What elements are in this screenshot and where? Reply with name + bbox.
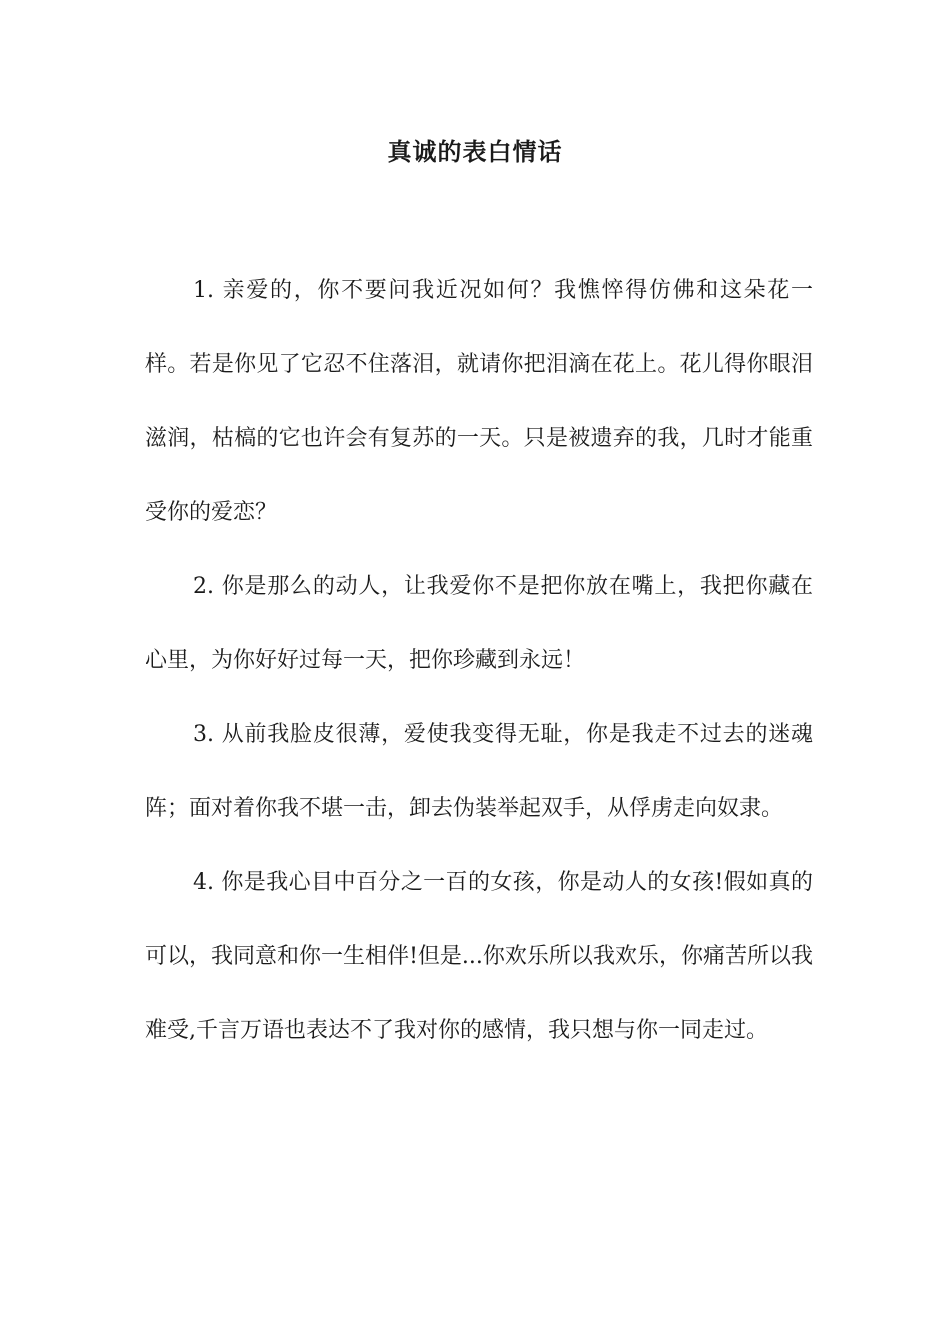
paragraph-2: 2. 你是那么的动人，让我爱你不是把你放在嘴上，我把你藏在心里，为你好好过每一天，把你珍藏到永远！ [145, 574, 813, 673]
document-body [145, 254, 813, 1068]
paragraph-1: 1. 亲爱的，你不要问我近况如何？我憔悴得仿佛和这朵花一样。若是你见了它忍不住落泪，就请你把泪滴在花上。花儿得你眼泪滋润，枯槁的它也许会有复苏的一天。只是被遗弃的我，几时才能重受你的爱恋？ [145, 278, 813, 525]
paragraph-3: 3. 从前我脸皮很薄，爱使我变得无耻，你是我走不过去的迷魂阵；面对着你我不堪一击，卸去伪装举起双手，从俘虏走向奴隶。 [145, 722, 813, 821]
document-title: 真诚的表白情话 [387, 137, 563, 166]
paragraph-4: 4. 你是我心目中百分之一百的女孩，你是动人的女孩!假如真的可以，我同意和你一生相伴!但是...你欢乐所以我欢乐，你痛苦所以我难受,千言万语也表达不了我对你的感情，我只想与你一同走过。 [145, 870, 813, 1043]
